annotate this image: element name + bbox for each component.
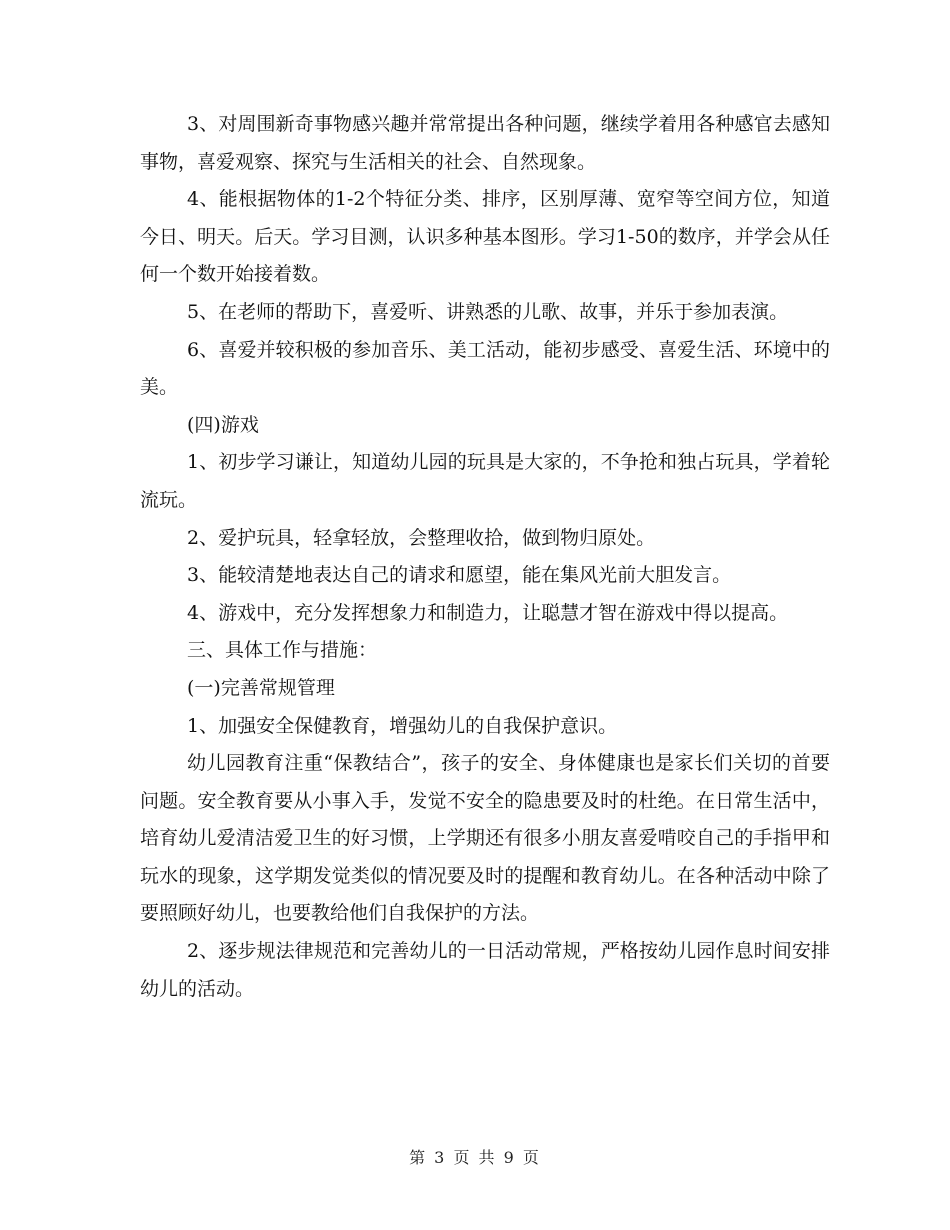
section-heading-measures: 三、具体工作与措施： <box>187 639 378 662</box>
games-item-4: 4、游戏中，充分发挥想象力和制造力，让聪慧才智在游戏中得以提高。 <box>187 601 789 624</box>
games-item-3: 3、能较清楚地表达自己的请求和愿望，能在集风光前大胆发言。 <box>187 564 732 587</box>
paragraph-item-5: 5、在老师的帮助下，喜爱听、讲熟悉的儿歌、故事，并乐于参加表演。 <box>187 300 789 323</box>
games-item-2: 2、爱护玩具，轻拿轻放，会整理收拾，做到物归原处。 <box>187 526 656 549</box>
routine-item-1: 1、加强安全保健教育，增强幼儿的自我保护意识。 <box>187 714 618 737</box>
subsection-heading-routine: (一)完善常规管理 <box>187 676 335 699</box>
games-item-1: 1、初步学习谦让，知道幼儿园的玩具是大家的，不争抢和独占玩具，学着轮流玩。 <box>140 451 830 511</box>
paragraph-item-3: 3、对周围新奇事物感兴趣并常常提出各种问题，继续学着用各种感官去感知事物，喜爱观察、探究与生活相关的社会、自然现象。 <box>140 113 830 173</box>
safety-education-paragraph: 幼儿园教育注重“保教结合”，孩子的安全、身体健康也是家长们关切的首要问题。安全教育要从小事入手，发觉不安全的隐患要及时的杜绝。在日常生活中，培育幼儿爱清洁爱卫生的好习惯，上学期还有很多小朋友喜爱啃咬自己的手指甲和玩水的现象，这学期发觉类似的情况要及时的提醒和教育幼儿。在各种活动中除了要照顾好幼儿，也要教给他们自我保护的方法。 <box>140 752 830 925</box>
section-heading-games: (四)游戏 <box>187 413 259 436</box>
document-body <box>140 106 830 1008</box>
paragraph-item-4: 4、能根据物体的1-2个特征分类、排序，区别厚薄、宽窄等空间方位，知道今日、明天。后天。学习目测，认识多种基本图形。学习1-50的数序，并学会从任何一个数开始接着数。 <box>140 188 830 286</box>
page-number-footer: 第 3 页 共 9 页 <box>409 1148 541 1167</box>
paragraph-item-6: 6、喜爱并较积极的参加音乐、美工活动，能初步感受、喜爱生活、环境中的美。 <box>140 338 830 399</box>
routine-item-2: 2、逐步规法律规范和完善幼儿的一日活动常规，严格按幼儿园作息时间安排幼儿的活动。 <box>140 940 830 1000</box>
